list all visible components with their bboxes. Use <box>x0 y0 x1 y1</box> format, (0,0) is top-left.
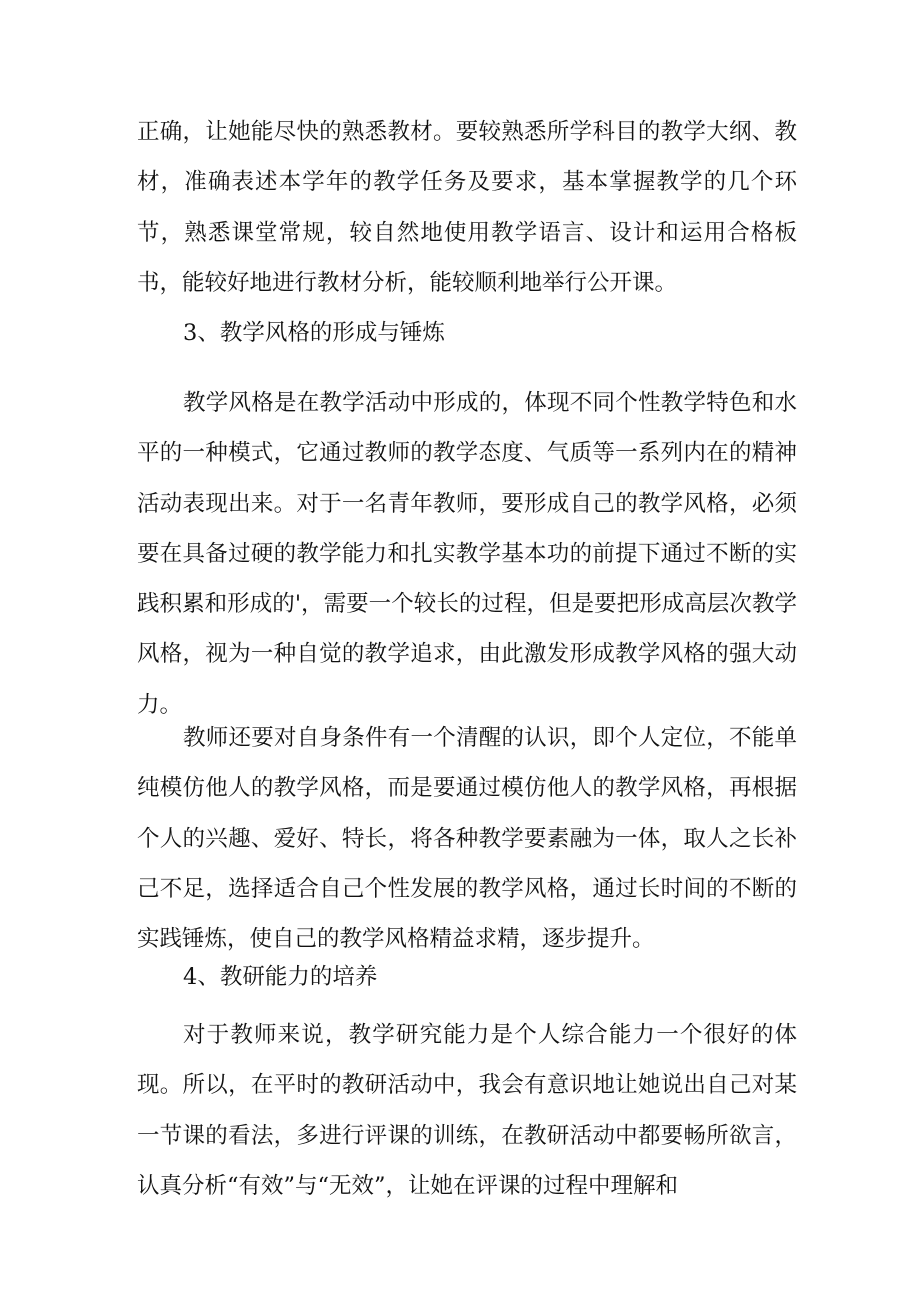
paragraph-teaching-style-2: 教师还要对自身条件有一个清醒的认识，即个人定位，不能单纯模仿他人的教学风格，而是要通过模仿他人的教学风格，再根据个人的兴趣、爱好、特长，将各种教学要素融为一体，取人之长补己不足，选择适合自己个性发展的教学风格，通过长时间的不断的实践锤炼，使自己的教学风格精益求精，逐步提升。 <box>137 725 797 953</box>
section-heading-3: 3、教学风格的形成与锤炼 <box>183 320 445 346</box>
paragraph-teaching-style-1: 教学风格是在教学活动中形成的，体现不同个性教学特色和水平的一种模式，它通过教师的教学态度、气质等一系列内在的精神活动表现出来。对于一名青年教师，要形成自己的教学风格，必须要在具备过硬的教学能力和扎实教学基本功的前提下通过不断的实践积累和形成的'，需要一个较长的过程，但是要把形成高层次教学风格，视为一种自觉的教学追求，由此激发形成教学风格的强大动力。 <box>137 390 797 718</box>
section-heading-4: 4、教研能力的培养 <box>183 964 378 990</box>
paragraph-research-ability: 对于教师来说，教学研究能力是个人综合能力一个很好的体现。所以，在平时的教研活动中，我会有意识地让她说出自己对某一节课的看法，多进行评课的训练，在教研活动中都要畅所欲言，认真分析“有效”与“无效”，让她在评课的过程中理解和 <box>137 1022 797 1199</box>
paragraph-continued: 正确，让她能尽快的熟悉教材。要较熟悉所学科目的教学大纲、教材，准确表述本学年的教学任务及要求，基本掌握教学的几个环节，熟悉课堂常规，较自然地使用教学语言、设计和运用合格板书，能较好地进行教材分析，能较顺利地举行公开课。 <box>137 119 797 296</box>
